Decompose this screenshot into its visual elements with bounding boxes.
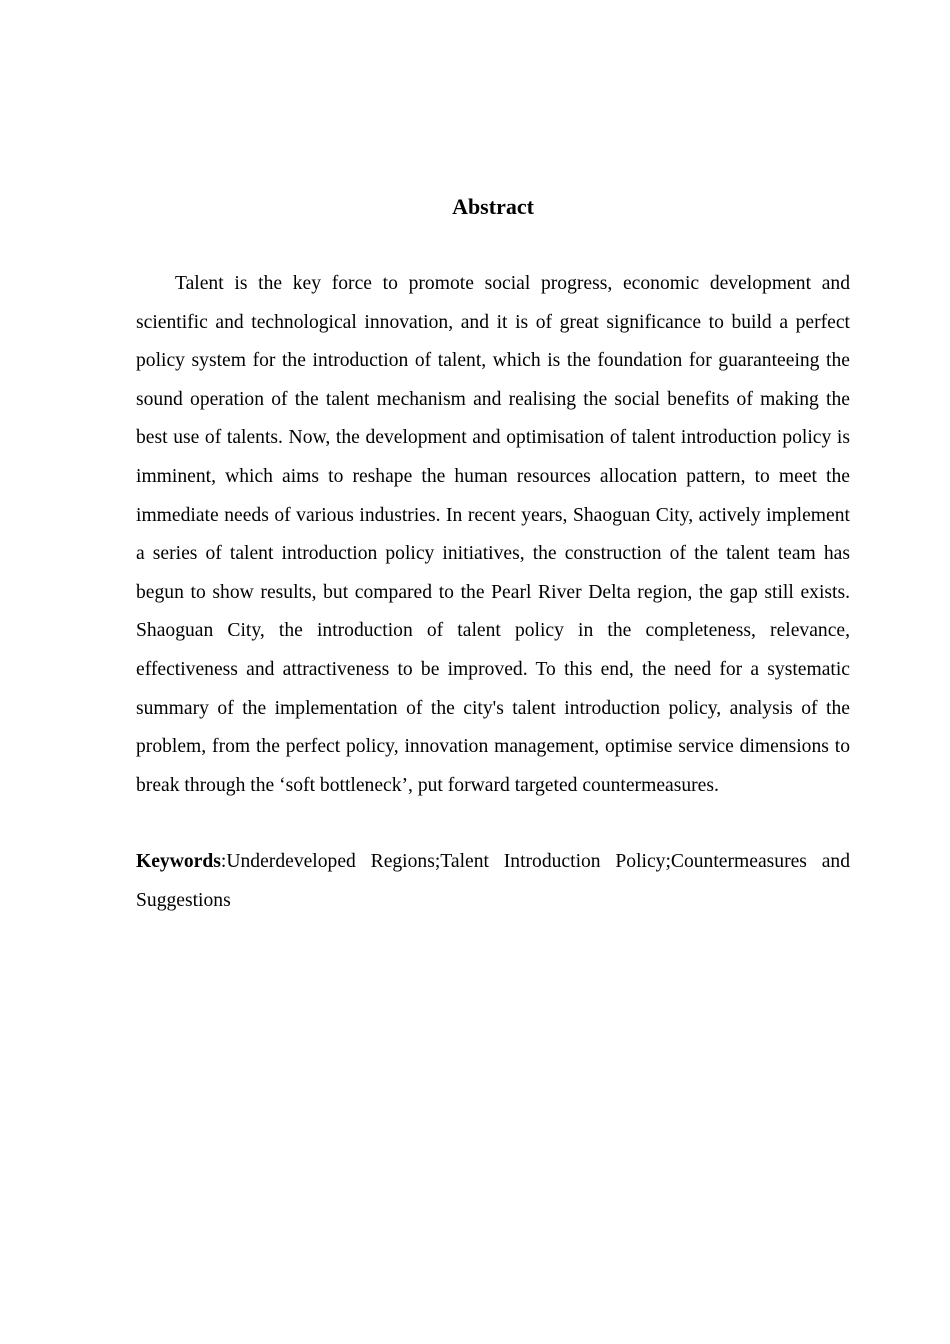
abstract-title: Abstract	[452, 194, 534, 219]
abstract-body: Talent is the key force to promote social progress, economic development and scientific and technological innovation, and it is of great significance to build a perfect policy system for the introduction of talent, which is the foundation for guaranteeing the sound operation of the talent mechanism and realising the social benefits of making the best use of talents. Now, the development and optimisation of talent introduction policy is imminent, which aims to reshape the human resources allocation pattern, to meet the immediate needs of various industries. In recent years, Shaoguan City, actively implement a series of talent introduction policy initiatives, the construction of the talent team has begun to show results, but compared to the Pearl River Delta region, the gap still exists. Shaoguan City, the introduction of talent policy in the completeness, relevance, effectiveness and attractiveness to be improved. To this end, the need for a systematic summary of the implementation of the city's talent introduction policy, analysis of the problem, from the perfect policy, innovation management, optimise service dimensions to break through the ‘soft bottleneck’, put forward targeted countermeasures.	[136, 273, 850, 796]
abstract-page	[136, 190, 850, 921]
keywords-value: Underdeveloped Regions;Talent Introduction Policy;Countermeasures and Suggestions	[136, 851, 850, 911]
keywords-separator: :	[220, 851, 227, 873]
keywords-label: Keywords	[136, 851, 221, 873]
keywords-line	[136, 843, 850, 920]
